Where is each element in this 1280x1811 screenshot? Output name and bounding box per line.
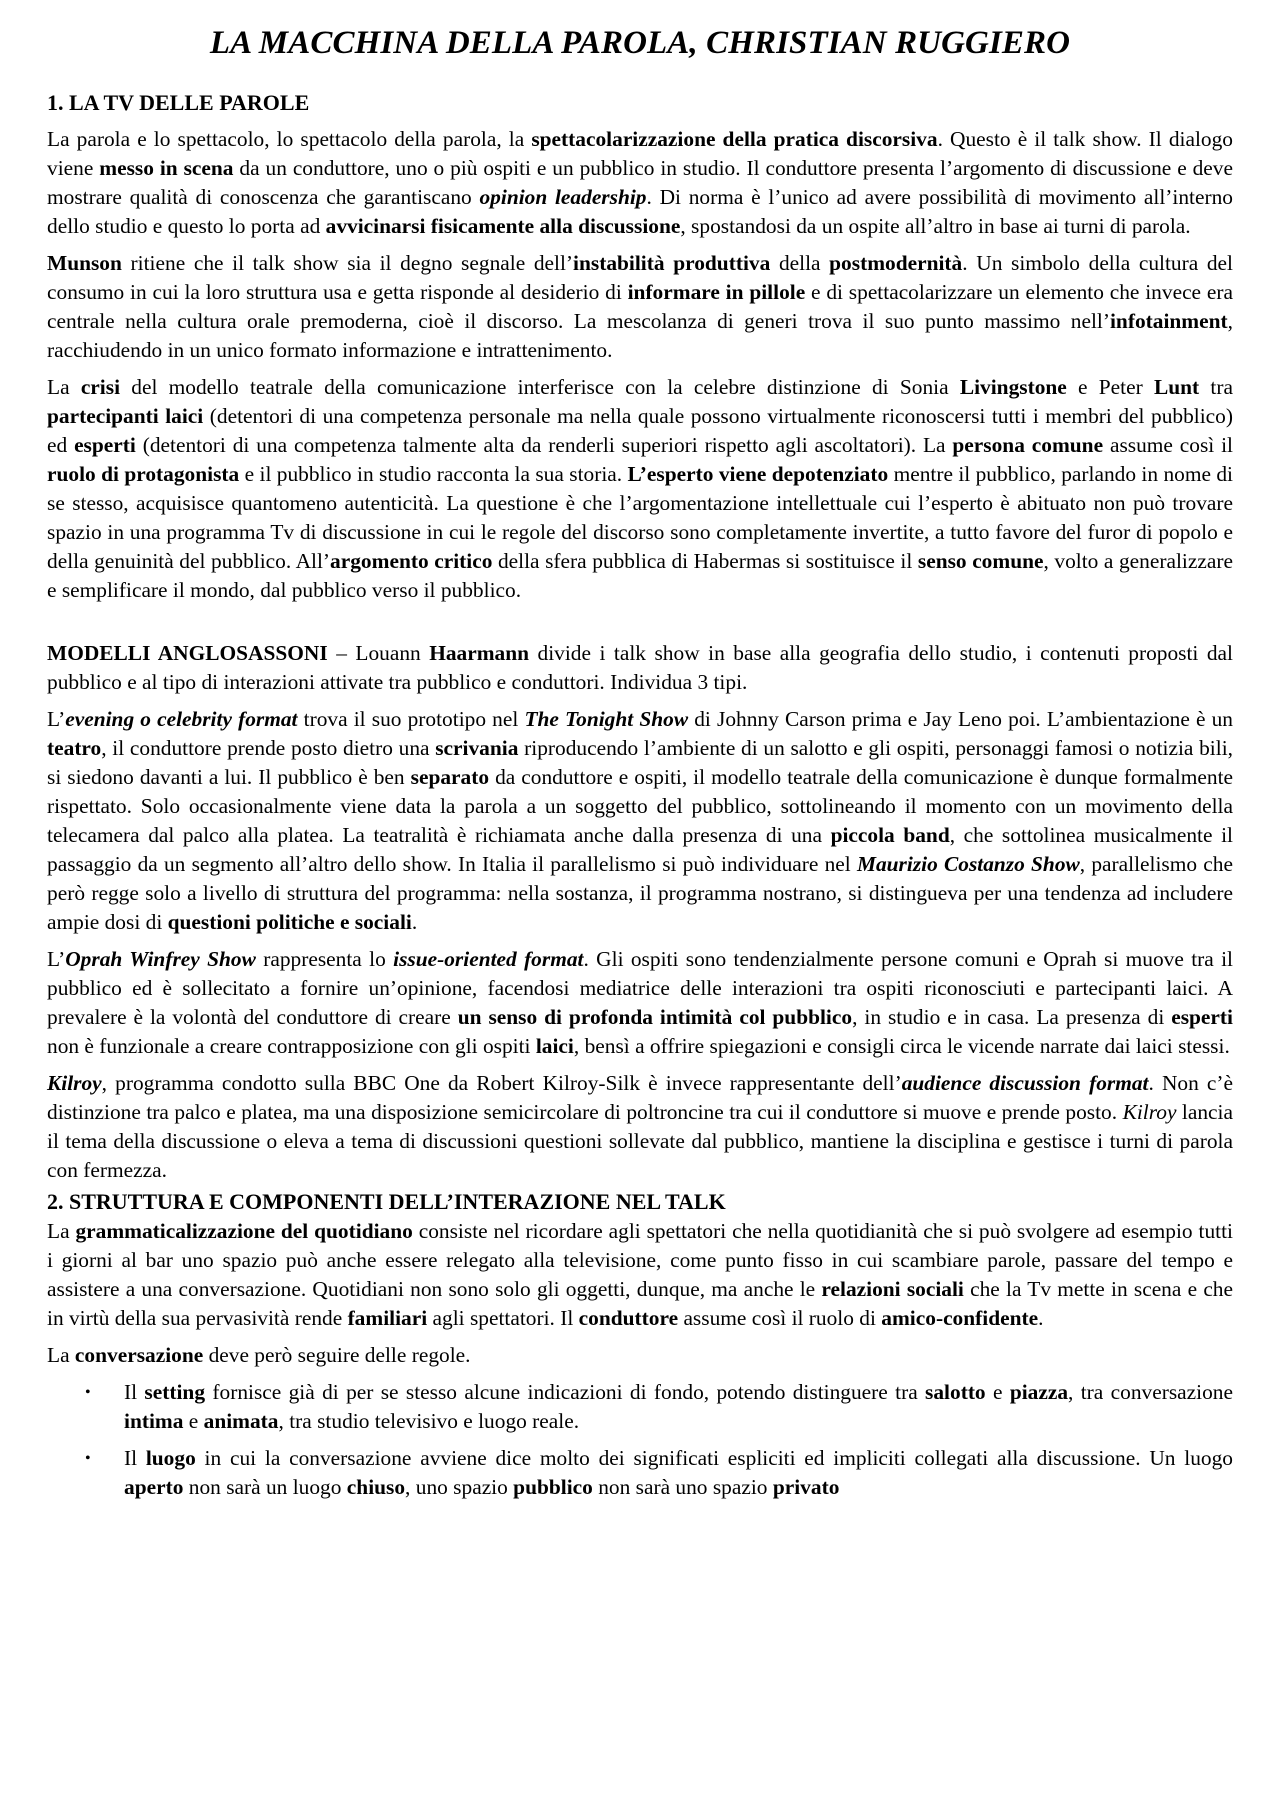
text-run: , uno spazio [405, 1475, 514, 1499]
bold-term: luogo [145, 1446, 196, 1470]
bold-term: conversazione [74, 1343, 204, 1367]
bold-term: issue-oriented format [393, 947, 584, 971]
text-run: agli spettatori. Il [427, 1306, 579, 1330]
bold-term: laici [535, 1034, 574, 1058]
list-item-text-setting [124, 1380, 1233, 1433]
bold-term: pubblico [513, 1475, 593, 1499]
bold-term: Munson [47, 251, 122, 275]
text-run: Il [124, 1446, 146, 1470]
bold-term: un senso di profonda intimità col pubblico [457, 1005, 853, 1029]
bold-term: familiari [347, 1306, 428, 1330]
bold-term: privato [772, 1475, 840, 1499]
text-run: della sfera pubblica di Habermas si sostituisce il [492, 549, 918, 573]
bold-term: opinion leadership [479, 185, 647, 209]
paragraph-conversazione [47, 1341, 1233, 1370]
text-run: rappresenta lo [255, 947, 394, 971]
bold-term: informare in pillole [627, 280, 806, 304]
text-run: (detentori di una competenza personale ma nella quale possono virtualmente riconoscersi tutti i membri del pubblico) ed [47, 404, 1233, 457]
text-run: trova il suo prototipo nel [297, 707, 525, 731]
document-title: LA MACCHINA DELLA PAROLA, CHRISTIAN RUGGIERO [209, 25, 1071, 61]
bold-term: separato [410, 765, 490, 789]
text-run: in cui la conversazione avviene dice molto dei significati espliciti ed impliciti collegati alla discussione. Un luogo [195, 1446, 1233, 1470]
bold-term: MODELLI ANGLOSASSONI [47, 641, 328, 665]
text-run: riproducendo l’ambiente di un salotto e gli ospiti, personaggi famosi o notizia bili, si siedono davanti a lui. Il pubblico è ben [47, 736, 1233, 789]
text-run: non sarà uno spazio [592, 1475, 773, 1499]
bold-term: Maurizio Costanzo Show [856, 852, 1080, 876]
bold-term: grammaticalizzazione del quotidiano [75, 1219, 413, 1243]
list-item [85, 1444, 1233, 1502]
italic-term: Kilroy [1122, 1100, 1177, 1124]
bold-term: L’esperto viene depotenziato [627, 462, 889, 486]
text-run: Il [124, 1380, 145, 1404]
text-run: fornisce già di per se stesso alcune indicazioni di fondo, potendo distinguere tra [205, 1380, 926, 1404]
paragraph-modelli-anglosassoni [47, 639, 1233, 697]
bold-term: conduttore [578, 1306, 679, 1330]
bold-term: animata [203, 1409, 279, 1433]
text-run: , tra studio televisivo e luogo reale. [278, 1409, 580, 1433]
text-run: , spostandosi da un ospite all’altro in base ai turni di parola. [680, 214, 1191, 238]
bold-term: salotto [925, 1380, 986, 1404]
bold-term: esperti [1171, 1005, 1233, 1029]
paragraph-munson [47, 249, 1233, 365]
text-run: mentre il pubblico, parlando in nome di se stesso, acquisisce quantomeno autenticità. La questione è che l’argomentazione intellettuale cui l’esperto è abituato non può trovare spazio in una programma Tv di discussione in cui le regole del discorso sono completamente invertite, a tutto favore del furor di popolo e della genuinità del pubblico. All’ [47, 462, 1233, 573]
text-run: divide i talk show in base alla geografia dello studio, i contenuti proposti dal pubblico e al tipo di interazioni attivate tra pubblico e conduttori. Individua 3 tipi. [47, 641, 1233, 694]
bold-term: postmodernità [829, 251, 963, 275]
text-run: tra [1199, 375, 1233, 399]
text-run: ritiene che il talk show sia il degno segnale dell’ [121, 251, 574, 275]
bold-term: messo in scena [99, 156, 234, 180]
bold-term: avvicinarsi fisicamente alla discussione [325, 214, 681, 238]
text-run: da un conduttore, uno o più ospiti e un pubblico in studio. Il conduttore presenta l’argomento di discussione e deve mostrare qualità di conoscenza che garantiscano [47, 156, 1233, 209]
text-run: , programma condotto sulla BBC One da Robert Kilroy-Silk è invece rappresentante dell’ [101, 1071, 902, 1095]
paragraph-crisi-modello [47, 373, 1233, 605]
bold-term: esperti [74, 433, 136, 457]
text-run: La [47, 375, 81, 399]
text-run: . [1038, 1306, 1044, 1330]
text-run: – Louann [327, 641, 430, 665]
text-run: e Peter [1066, 375, 1154, 399]
text-run: che la Tv mette in scena e che in virtù della sua pervasività rende [47, 1277, 1233, 1330]
text-run: , volto a generalizzare e semplificare il mondo, dal pubblico verso il pubblico. [47, 549, 1233, 602]
bold-term: senso comune [917, 549, 1044, 573]
text-run: e il pubblico in studio racconta la sua storia. [239, 462, 628, 486]
text-run: e di spettacolarizzare un elemento che invece era centrale nella cultura orale premoderna, cioè il discorso. La mescolanza di generi trova il suo punto massimo nell’ [47, 280, 1233, 333]
bullet-list [47, 1378, 1233, 1502]
bold-term: relazioni sociali [821, 1277, 964, 1301]
text-run: deve però seguire delle regole. [203, 1343, 471, 1367]
paragraph-spettacolarizzazione [47, 125, 1233, 241]
bold-term: scrivania [435, 736, 519, 760]
bold-term: piccola band [830, 823, 950, 847]
text-run: assume così il ruolo di [678, 1306, 882, 1330]
bold-term: Haarmann [429, 641, 530, 665]
text-run: , racchiudendo in un unico formato informazione e intrattenimento. [47, 309, 1233, 362]
bold-term: instabilità produttiva [573, 251, 771, 275]
bold-term: Livingstone [959, 375, 1067, 399]
text-run: . [411, 910, 418, 934]
bold-term: The Tonight Show [524, 707, 689, 731]
bold-term: teatro [47, 736, 102, 760]
paragraph-oprah [47, 945, 1233, 1061]
text-run: . Non c’è distinzione tra palco e platea, ma una disposizione semicircolare di poltroncine tra cui il conduttore si muove e prende posto. [47, 1071, 1234, 1124]
bold-term: audience discussion format [901, 1071, 1149, 1095]
bold-term: argomento critico [330, 549, 493, 573]
bold-term: amico-confidente [881, 1306, 1039, 1330]
bold-term: setting [144, 1380, 206, 1404]
bold-term: intima [124, 1409, 184, 1433]
bold-term: chiuso [346, 1475, 406, 1499]
list-item-text-luogo [124, 1446, 1233, 1499]
text-run: La [47, 1343, 75, 1367]
text-run: lancia il tema della discussione o eleva a tema di discussioni questioni sollevate dal pubblico, mantiene la disciplina e gestisce i turni di parola con fermezza. [47, 1100, 1233, 1182]
bold-term: piazza [1009, 1380, 1069, 1404]
text-run: del modello teatrale della comunicazione interferisce con la celebre distinzione di Sonia [120, 375, 960, 399]
text-run: . Gli ospiti sono tendenzialmente persone comuni e Oprah si muove tra il pubblico ed è sollecitato a fornire un’opinione, facendosi mediatrice delle interazioni tra ospiti riconosciuti e partecipanti laici. A prevalere è la volontà del conduttore di creare [47, 947, 1234, 1029]
text-run: di Johnny Carson prima e Jay Leno poi. L’ambientazione è un [688, 707, 1233, 731]
bold-term: Lunt [1153, 375, 1200, 399]
paragraph-grammaticalizzazione [47, 1217, 1233, 1333]
text-run: . Di norma è l’unico ad avere possibilità di movimento all’interno dello studio e questo lo porta ad [47, 185, 1233, 238]
text-run: La parola e lo spettacolo, lo spettacolo della parola, la [47, 127, 532, 151]
text-run: non sarà un luogo [183, 1475, 347, 1499]
text-run: , parallelismo che però regge solo a livello di struttura del programma: nella sostanza, il programma nostrano, si distingueva per una tendenza ad includere ampie dosi di [47, 852, 1233, 934]
text-run: consiste nel ricordare agli spettatori che nella quotidianità che si può svolgere ad esempio tutti i giorni al bar uno spazio può anche essere relegato alla televisione, come punto fisso in cui scambiare parole, passare del tempo e assistere a una conversazione. Quotidiani non sono solo gli oggetti, dunque, ma anche le [47, 1219, 1233, 1301]
paragraph-evening-format [47, 705, 1233, 937]
text-run: La [47, 1219, 76, 1243]
bold-term: ruolo di protagonista [47, 462, 240, 486]
bold-term: persona comune [952, 433, 1104, 457]
text-run: non è funzionale a creare contrapposizione con gli ospiti [47, 1034, 536, 1058]
bold-term: infotainment [1109, 309, 1228, 333]
bold-term: aperto [124, 1475, 184, 1499]
paragraph-kilroy [47, 1069, 1233, 1185]
text-run: . Questo è il talk show. Il dialogo viene [47, 127, 1233, 180]
text-run: , in studio e in casa. La presenza di [852, 1005, 1172, 1029]
text-run: , tra conversazione [1068, 1380, 1233, 1404]
text-run: , che sottolinea musicalmente il passaggio da un segmento all’altro dello show. In Italia il parallelismo si può individuare nel [47, 823, 1233, 876]
text-run: , il conduttore prende posto dietro una [101, 736, 436, 760]
bold-term: evening o celebrity format [65, 707, 298, 731]
text-run: . Un simbolo della cultura del consumo in cui la loro struttura usa e getta risponde al desiderio di [47, 251, 1233, 304]
text-run: , bensì a offrire spiegazioni e consigli circa le vicende narrate dai laici stessi. [573, 1034, 1230, 1058]
bold-term: Kilroy [47, 1071, 102, 1095]
text-run: della [770, 251, 830, 275]
text-run: (detentori di una competenza talmente alta da renderli superiori rispetto agli ascoltatori). La [135, 433, 953, 457]
list-item [85, 1378, 1233, 1436]
bold-term: questioni politiche e sociali [167, 910, 412, 934]
text-run: L’ [47, 947, 66, 971]
bullet-icon: • [85, 1384, 91, 1401]
text-run: assume così il [1103, 433, 1233, 457]
text-run: da conduttore e ospiti, il modello teatrale della comunicazione è dunque formalmente rispettato. Solo occasionalmente viene data la parola a un soggetto del pubblico, sottolineando il momento con un movimento della telecamera dal palco alla platea. La teatralità è richiamata anche dalla presenza di una [47, 765, 1234, 847]
section-heading-tv-parole: 1. LA TV DELLE PAROLE [47, 90, 310, 115]
text-run: L’ [47, 707, 66, 731]
bold-term: Oprah Winfrey Show [65, 947, 256, 971]
section-heading-struttura: 2. STRUTTURA E COMPONENTI DELL’INTERAZIONE NEL TALK [47, 1189, 726, 1214]
bold-term: spettacolarizzazione della pratica discorsiva [531, 127, 938, 151]
text-run: e [183, 1409, 204, 1433]
bold-term: partecipanti laici [47, 404, 204, 428]
bold-term: crisi [80, 375, 121, 399]
text-run: e [985, 1380, 1010, 1404]
bullet-icon: • [85, 1450, 91, 1467]
